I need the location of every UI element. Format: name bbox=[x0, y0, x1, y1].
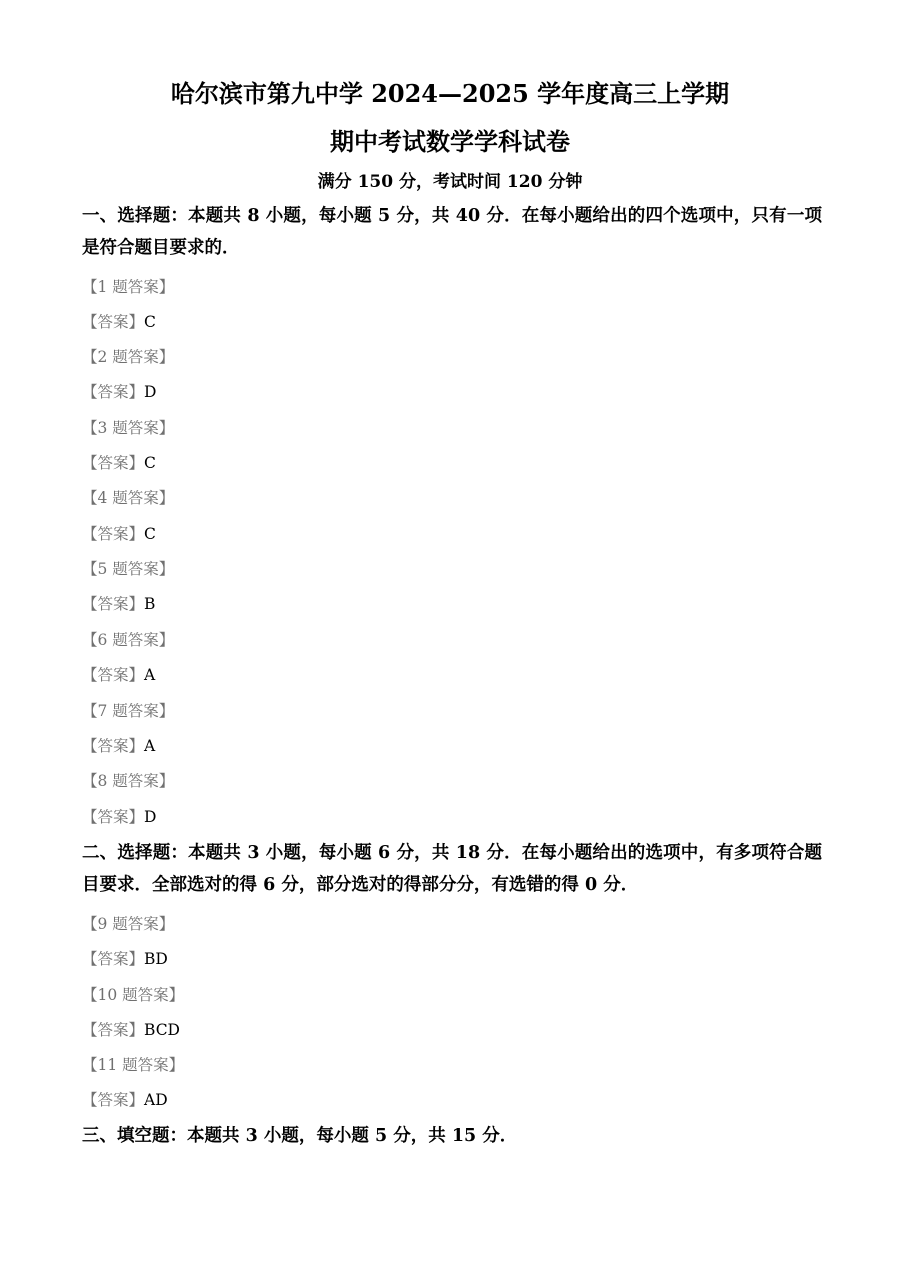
question-label: 【5 题答案】 bbox=[82, 560, 175, 578]
answer-line bbox=[82, 806, 156, 828]
answer-tag: 【答案】 bbox=[82, 313, 145, 331]
answer-value: C bbox=[144, 525, 156, 543]
answer-value: C bbox=[144, 313, 156, 331]
answer-tag: 【答案】 bbox=[82, 595, 145, 613]
answer-tag: 【答案】 bbox=[82, 737, 145, 755]
answer-value: A bbox=[144, 737, 156, 755]
exam-info: 满分 150 分，考试时间 120 分钟 bbox=[317, 172, 583, 192]
answer-value: C bbox=[144, 454, 156, 472]
answer-tag: 【答案】 bbox=[82, 950, 145, 968]
section3-instruction: 三、填空题：本题共 3 小题，每小题 5 分，共 15 分． bbox=[82, 1126, 518, 1146]
answer-value: A bbox=[144, 666, 156, 684]
question-label: 【6 题答案】 bbox=[82, 631, 175, 649]
answer-value: BCD bbox=[144, 1021, 180, 1039]
answer-line bbox=[82, 735, 155, 757]
answer-line bbox=[82, 593, 155, 615]
answer-tag: 【答案】 bbox=[82, 1091, 145, 1109]
answer-line bbox=[82, 948, 168, 970]
answer-line bbox=[82, 311, 156, 333]
document-subtitle-title: 期中考试数学学科试卷 bbox=[330, 127, 570, 156]
answer-value: D bbox=[144, 808, 157, 826]
answer-line bbox=[82, 1089, 168, 1111]
answer-tag: 【答案】 bbox=[82, 525, 145, 543]
section1-instruction: 一、选择题：本题共 8 小题，每小题 5 分，共 40 分．在每小题给出的四个选项中，只有一项是符合题目要求的． bbox=[82, 206, 822, 258]
answer-line bbox=[82, 664, 155, 686]
question-label: 【2 题答案】 bbox=[82, 348, 175, 366]
question-label: 【7 题答案】 bbox=[82, 702, 175, 720]
answer-tag: 【答案】 bbox=[82, 808, 145, 826]
answer-line bbox=[82, 452, 156, 474]
answer-line bbox=[82, 381, 156, 403]
answer-tag: 【答案】 bbox=[82, 1021, 145, 1039]
question-label: 【9 题答案】 bbox=[82, 915, 175, 933]
answer-line bbox=[82, 523, 156, 545]
answer-value: D bbox=[144, 383, 157, 401]
question-label: 【1 题答案】 bbox=[82, 278, 175, 296]
answer-tag: 【答案】 bbox=[82, 383, 145, 401]
answer-value: BD bbox=[144, 950, 168, 968]
question-label: 【4 题答案】 bbox=[82, 489, 175, 507]
question-label: 【3 题答案】 bbox=[82, 419, 175, 437]
answer-tag: 【答案】 bbox=[82, 454, 145, 472]
answer-value: AD bbox=[144, 1091, 168, 1109]
answer-tag: 【答案】 bbox=[82, 666, 145, 684]
question-label: 【8 题答案】 bbox=[82, 772, 175, 790]
document-title: 哈尔滨市第九中学 2024—2025 学年度高三上学期 bbox=[170, 79, 730, 108]
answer-line bbox=[82, 1019, 180, 1041]
question-label: 【11 题答案】 bbox=[82, 1056, 185, 1074]
answer-value: B bbox=[144, 595, 156, 613]
question-label: 【10 题答案】 bbox=[82, 986, 185, 1004]
section2-instruction: 二、选择题：本题共 3 小题，每小题 6 分，共 18 分．在每小题给出的选项中，有多项符合题目要求．全部选对的得 6 分，部分选对的得部分分，有选错的得 0 分． bbox=[82, 843, 822, 895]
